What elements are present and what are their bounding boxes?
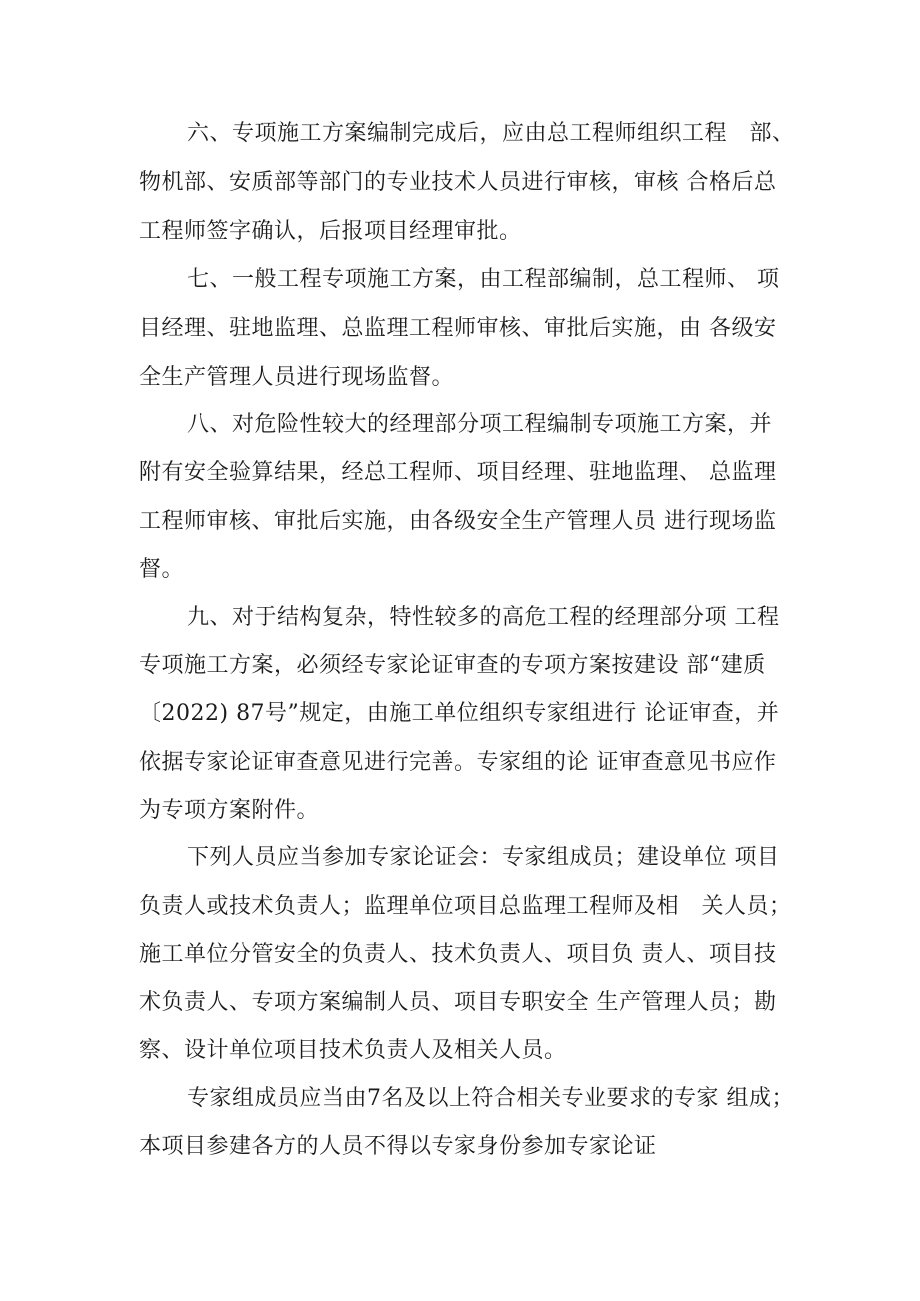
text-line: 本项目参建各方的人员不得以专家身份参加专家论证 <box>139 1134 657 1159</box>
text-line: 专项施工方案，必须经专家论证审查的专项方案按建设 部“建质 <box>139 653 766 678</box>
text-line: 察、设计单位项目技术负责人及相关人员。 <box>139 1038 567 1063</box>
text-line: 负责人或技术负责人；监理单位项目总监理工程师及相 关人员； <box>139 894 792 919</box>
text-line: 〔2022) 87号”规定，由施工单位组织专家组进行 论证审查，并 <box>139 701 780 726</box>
text-line: 目经理、驻地监理、总监理工程师审核、审批后实施，由 各级安 <box>139 316 777 341</box>
text-line: 物机部、安质部等部门的专业技术人员进行审核，审核 合格后总 <box>139 170 777 195</box>
text-line: 全生产管理人员进行现场监督。 <box>139 365 455 390</box>
text-line: 工程师审核、审批后实施，由各级安全生产管理人员 进行现场监 <box>139 509 777 534</box>
text-line: 专家组成员应当由7名及以上符合相关专业要求的专家 组成； <box>187 1086 794 1111</box>
text-line: 下列人员应当参加专家论证会：专家组成员；建设单位 项目 <box>187 845 780 870</box>
text-line: 九、对于结构复杂，特性较多的高危工程的经理部分项 工程 <box>187 605 780 630</box>
text-line: 为专项方案附件。 <box>139 798 320 823</box>
text-line: 术负责人、专项方案编制人员、项目专职安全 生产管理人员；勘 <box>139 990 777 1015</box>
text-line: 八、对危险性较大的经理部分项工程编制专项施工方案，并 <box>187 412 773 437</box>
text-line: 工程师签字确认，后报项目经理审批。 <box>139 219 522 244</box>
text-line: 施工单位分管安全的负责人、技术负责人、项目负 责人、项目技 <box>139 942 777 967</box>
text-line: 六、专项施工方案编制完成后，应由总工程师组织工程 部、 <box>187 121 795 146</box>
text-line: 七、一般工程专项施工方案，由工程部编制，总工程师、 项 <box>187 267 780 292</box>
text-line: 依据专家论证审查意见进行完善。专家组的论 证审查意见书应作 <box>139 750 777 775</box>
text-line: 附有安全验算结果，经总工程师、项目经理、驻地监理、 总监理 <box>139 460 777 485</box>
text-line: 督。 <box>139 557 185 582</box>
